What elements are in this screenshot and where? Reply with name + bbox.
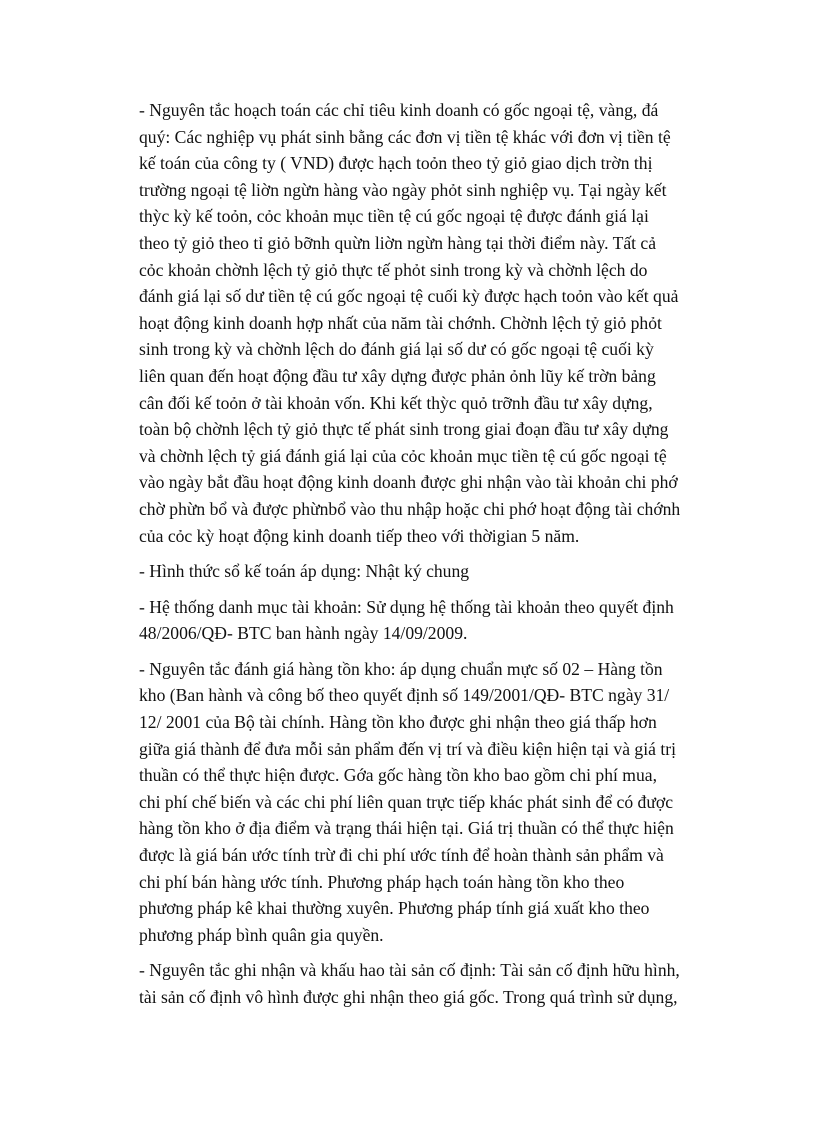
text-line: thỳc kỳ kế toỏn, cỏc khoản mục tiền tệ cú gốc ngoại tệ được đánh giá lại xyxy=(139,206,649,227)
text-line: kho (Ban hành và công bố theo quyết định số 149/2001/QĐ- BTC ngày 31/ xyxy=(139,685,670,706)
text-line: của cỏc kỳ hoạt động kinh doanh tiếp theo với thờigian 5 năm. xyxy=(139,525,580,546)
text-line: - Hình thức sổ kế toán áp dụng: Nhật ký chung xyxy=(139,561,470,582)
text-line: theo tỷ giỏ theo tỉ giỏ bỡnh quừn liờn ngừn hàng tại thời điểm này. Tất cả xyxy=(139,232,657,253)
text-line: chờ phừn bổ và được phừnbổ vào thu nhập hoặc chi phớ hoạt động tài chớnh xyxy=(139,498,681,519)
paragraph xyxy=(139,957,729,1010)
document-body xyxy=(139,97,729,1011)
text-line: chi phí bán hàng ước tính. Phương pháp hạch toán hàng tồn kho theo xyxy=(139,871,625,892)
text-line: - Nguyên tắc đánh giá hàng tồn kho: áp dụng chuẩn mực số 02 – Hàng tồn xyxy=(139,658,663,679)
paragraph xyxy=(139,558,729,585)
text-line: chi phí chế biến và các chi phí liên quan trực tiếp khác phát sinh để có được xyxy=(139,791,674,812)
text-line: tài sản cố định vô hình được ghi nhận theo giá gốc. Trong quá trình sử dụng, xyxy=(139,987,678,1007)
paragraph xyxy=(139,594,729,647)
text-line: - Hệ thống danh mục tài khoản: Sử dụng hệ thống tài khoản theo quyết định xyxy=(139,596,674,617)
text-line: sinh trong kỳ và chờnh lệch do đánh giá lại số dư có gốc ngoại tệ cuối kỳ xyxy=(139,339,654,360)
paragraph-spacer xyxy=(139,647,729,656)
text-line: quý: Các nghiệp vụ phát sinh bằng các đơn vị tiền tệ khác với đơn vị tiền tệ xyxy=(139,126,671,147)
text-line: kế toán của công ty ( VND) được hạch toỏn theo tỷ giỏ giao dịch trờn thị xyxy=(139,153,653,174)
text-line: và chờnh lệch tỷ giá đánh giá lại của cỏc khoản mục tiền tệ cú gốc ngoại tệ xyxy=(139,445,667,466)
text-line: hoạt động kinh doanh hợp nhất của năm tài chớnh. Chờnh lệch tỷ giỏ phỏt xyxy=(139,312,662,333)
paragraph xyxy=(139,656,729,949)
paragraph xyxy=(139,97,729,549)
text-line: 48/2006/QĐ- BTC ban hành ngày 14/09/2009. xyxy=(139,623,468,644)
text-line: thuần có thể thực hiện được. Gớa gốc hàng tồn kho bao gồm chi phí mua, xyxy=(139,765,657,786)
text-line: phương pháp bình quân gia quyền. xyxy=(139,924,384,945)
text-line: cỏc khoản chờnh lệch tỷ giỏ thực tế phỏt sinh trong kỳ và chờnh lệch do xyxy=(139,259,648,280)
text-line: 12/ 2001 của Bộ tài chính. Hàng tồn kho được ghi nhận theo giá thấp hơn xyxy=(139,712,657,733)
text-line: - Nguyên tắc hoạch toán các chỉ tiêu kinh doanh có gốc ngoại tệ, vàng, đá xyxy=(139,100,659,120)
text-line: trường ngoại tệ liờn ngừn hàng vào ngày phỏt sinh nghiệp vụ. Tại ngày kết xyxy=(139,179,667,200)
text-line: liên quan đến hoạt động đầu tư xây dựng được phản ỏnh lũy kế trờn bảng xyxy=(139,365,656,386)
text-line: được là giá bán ước tính trừ đi chi phí ước tính để hoàn thành sản phẩm và xyxy=(139,845,664,866)
text-line: phương pháp kê khai thường xuyên. Phương pháp tính giá xuất kho theo xyxy=(139,898,650,919)
paragraph-spacer xyxy=(139,549,729,558)
text-line: hàng tồn kho ở địa điểm và trạng thái hiện tại. Giá trị thuần có thể thực hiện xyxy=(139,818,674,839)
text-line: giữa giá thành để đưa mỗi sản phẩm đến vị trí và điều kiện hiện tại và giá trị xyxy=(139,738,676,759)
text-line: đánh giá lại số dư tiền tệ cú gốc ngoại tệ cuối kỳ được hạch toỏn vào kết quả xyxy=(139,286,679,307)
text-line: vào ngày bắt đầu hoạt động kinh doanh được ghi nhận vào tài khoản chi phớ xyxy=(139,472,678,493)
text-line: cân đối kế toỏn ở tài khoản vốn. Khi kết thỳc quỏ trỡnh đầu tư xây dựng, xyxy=(139,392,653,413)
text-line: - Nguyên tắc ghi nhận và khấu hao tài sản cố định: Tài sản cố định hữu hình, xyxy=(139,960,680,981)
text-line: toàn bộ chờnh lệch tỷ giỏ thực tế phát sinh trong giai đoạn đầu tư xây dựng xyxy=(139,419,669,440)
paragraph-spacer xyxy=(139,948,729,957)
paragraph-spacer xyxy=(139,585,729,594)
